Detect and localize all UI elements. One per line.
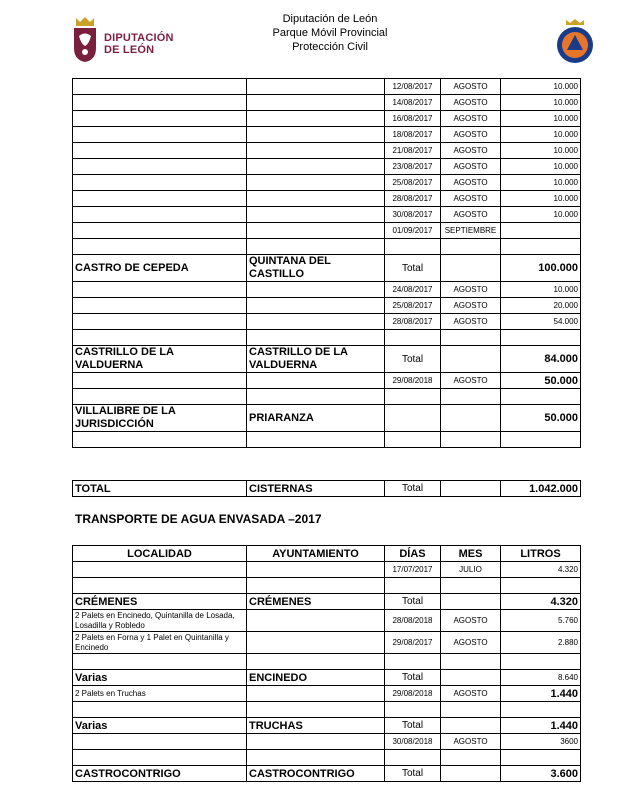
row-liters: 10.000 — [501, 127, 581, 143]
empty-cell — [441, 255, 501, 282]
empty-cell — [247, 298, 385, 314]
empty-cell — [247, 330, 385, 346]
row-date: 14/08/2017 — [385, 95, 441, 111]
row-liters: 50.000 — [501, 405, 581, 432]
row-total-label: Total — [385, 346, 441, 373]
row-liters: 2.880 — [501, 632, 581, 654]
row-date: 28/08/2018 — [385, 610, 441, 632]
row-total-label: Total — [385, 255, 441, 282]
empty-cell — [73, 127, 247, 143]
row-date: 23/08/2017 — [385, 159, 441, 175]
empty-cell — [73, 111, 247, 127]
subtotal-row — [73, 670, 581, 686]
empty-cell — [441, 432, 501, 448]
logo-text — [104, 32, 174, 56]
row-month: AGOSTO — [441, 314, 501, 330]
total-type: CISTERNAS — [247, 481, 385, 497]
row-liters: 50.000 — [501, 373, 581, 389]
spacer-row — [73, 578, 581, 594]
row-liters: 3.600 — [501, 766, 581, 782]
row-date: 18/08/2017 — [385, 127, 441, 143]
org-name-line1: DIPUTACIÓN — [104, 32, 174, 44]
coat-of-arms-icon — [70, 14, 100, 64]
empty-cell — [385, 239, 441, 255]
empty-cell — [73, 330, 247, 346]
empty-cell — [73, 298, 247, 314]
table-row — [73, 191, 581, 207]
empty-cell — [501, 389, 581, 405]
empty-cell — [501, 330, 581, 346]
row-liters: 8.640 — [501, 670, 581, 686]
row-month: AGOSTO — [441, 298, 501, 314]
empty-cell — [73, 159, 247, 175]
subtotal-row — [73, 718, 581, 734]
total-row — [73, 481, 581, 497]
empty-cell — [73, 79, 247, 95]
table-row — [73, 298, 581, 314]
row-month: AGOSTO — [441, 79, 501, 95]
proteccion-civil-emblem-icon — [552, 14, 598, 64]
page-header — [0, 0, 640, 70]
row-localidad: CRÉMENES — [73, 594, 247, 610]
empty-cell — [247, 207, 385, 223]
empty-cell — [441, 239, 501, 255]
empty-cell — [247, 432, 385, 448]
table-row — [73, 562, 581, 578]
subtotal-row — [73, 405, 581, 432]
empty-cell — [441, 389, 501, 405]
row-date: 29/08/2017 — [385, 632, 441, 654]
row-liters: 1.440 — [501, 718, 581, 734]
row-localidad: 2 Palets en Forna y 1 Palet en Quintanilla y Encinedo — [73, 632, 247, 654]
empty-cell — [73, 175, 247, 191]
row-ayuntamiento: CASTRILLO DE LA VALDUERNA — [247, 346, 385, 373]
table-row — [73, 159, 581, 175]
empty-cell — [247, 79, 385, 95]
header-dias: DÍAS — [385, 546, 441, 562]
empty-cell — [247, 239, 385, 255]
row-liters: 10.000 — [501, 191, 581, 207]
subtotal-row — [73, 346, 581, 373]
table-row — [73, 373, 581, 389]
table-header-row — [73, 546, 581, 562]
total-table — [72, 480, 581, 497]
subtotal-row — [73, 766, 581, 782]
row-total-label: Total — [385, 670, 441, 686]
row-total-label: Total — [385, 594, 441, 610]
spacer-row — [73, 239, 581, 255]
total-sub: Total — [385, 481, 441, 497]
row-month: JULIO — [441, 562, 501, 578]
row-month: AGOSTO — [441, 610, 501, 632]
empty-cell — [247, 127, 385, 143]
row-date: 28/08/2017 — [385, 314, 441, 330]
row-date: 28/08/2017 — [385, 191, 441, 207]
spacer-row — [73, 654, 581, 670]
header-litros: LITROS — [501, 546, 581, 562]
row-liters: 84.000 — [501, 346, 581, 373]
empty-cell — [441, 405, 501, 432]
row-liters — [501, 223, 581, 239]
table-row — [73, 734, 581, 750]
row-month: AGOSTO — [441, 632, 501, 654]
header-localidad: LOCALIDAD — [73, 546, 247, 562]
row-month: AGOSTO — [441, 734, 501, 750]
empty-cell — [501, 432, 581, 448]
table-row — [73, 610, 581, 632]
empty-cell — [385, 330, 441, 346]
table-row — [73, 79, 581, 95]
row-month: AGOSTO — [441, 373, 501, 389]
header-ayuntamiento: AYUNTAMIENTO — [247, 546, 385, 562]
row-date: 17/07/2017 — [385, 562, 441, 578]
row-month: AGOSTO — [441, 111, 501, 127]
title-line1: Diputación de León — [282, 13, 378, 25]
row-total-label: Total — [385, 766, 441, 782]
row-date: 29/08/2018 — [385, 686, 441, 702]
empty-cell — [73, 314, 247, 330]
row-total-label — [385, 405, 441, 432]
row-month: AGOSTO — [441, 95, 501, 111]
empty-cell — [501, 239, 581, 255]
empty-cell — [441, 330, 501, 346]
table-row — [73, 282, 581, 298]
subtotal-row — [73, 255, 581, 282]
row-month: AGOSTO — [441, 191, 501, 207]
spacer-row — [73, 389, 581, 405]
empty-cell — [73, 207, 247, 223]
row-liters: 54.000 — [501, 314, 581, 330]
row-localidad: CASTRO DE CEPEDA — [73, 255, 247, 282]
row-date: 21/08/2017 — [385, 143, 441, 159]
row-date: 30/08/2018 — [385, 734, 441, 750]
empty-cell — [73, 389, 247, 405]
empty-cell — [247, 223, 385, 239]
row-date: 16/08/2017 — [385, 111, 441, 127]
row-liters: 5.760 — [501, 610, 581, 632]
cisternas-rows — [73, 79, 581, 448]
title-line3: Protección Civil — [292, 41, 368, 53]
diputacion-logo — [70, 14, 190, 64]
row-localidad: VILLALIBRE DE LA JURISDICCIÓN — [73, 405, 247, 432]
row-localidad: CASTRILLO DE LA VALDUERNA — [73, 346, 247, 373]
empty-cell — [73, 191, 247, 207]
row-month: AGOSTO — [441, 159, 501, 175]
row-localidad: 2 Palets en Truchas — [73, 686, 247, 702]
row-date: 30/08/2017 — [385, 207, 441, 223]
empty-cell — [385, 389, 441, 405]
empty-cell — [247, 143, 385, 159]
header-mes: MES — [441, 546, 501, 562]
row-liters: 10.000 — [501, 143, 581, 159]
row-liters: 10.000 — [501, 282, 581, 298]
table-row — [73, 175, 581, 191]
row-date: 24/08/2017 — [385, 282, 441, 298]
row-liters: 10.000 — [501, 79, 581, 95]
row-date: 01/09/2017 — [385, 223, 441, 239]
table-row — [73, 632, 581, 654]
table-row — [73, 207, 581, 223]
section-title: TRANSPORTE DE AGUA ENVASADA –2017 — [75, 512, 322, 526]
empty-cell — [247, 159, 385, 175]
empty-cell — [73, 239, 247, 255]
empty-cell — [247, 282, 385, 298]
row-localidad: Varias — [73, 718, 247, 734]
row-liters: 100.000 — [501, 255, 581, 282]
empty-cell — [247, 389, 385, 405]
row-month: AGOSTO — [441, 127, 501, 143]
empty-cell — [73, 143, 247, 159]
empty-cell — [73, 373, 247, 389]
empty-cell — [247, 175, 385, 191]
row-liters: 20.000 — [501, 298, 581, 314]
row-ayuntamiento: PRIARANZA — [247, 405, 385, 432]
envasada-table — [72, 545, 581, 782]
row-month: SEPTIEMBRE — [441, 223, 501, 239]
empty-cell — [247, 191, 385, 207]
table-row — [73, 223, 581, 239]
empty-cell — [247, 373, 385, 389]
total-label: TOTAL — [73, 481, 247, 497]
total-liters: 1.042.000 — [501, 481, 581, 497]
table-row — [73, 314, 581, 330]
row-ayuntamiento: CASTROCONTRIGO — [247, 766, 385, 782]
table-row — [73, 686, 581, 702]
row-liters: 10.000 — [501, 207, 581, 223]
spacer-row — [73, 750, 581, 766]
row-month: AGOSTO — [441, 143, 501, 159]
empty-cell — [73, 432, 247, 448]
row-ayuntamiento: CRÉMENES — [247, 594, 385, 610]
row-liters: 4.320 — [501, 562, 581, 578]
title-line2: Parque Móvil Provincial — [272, 27, 388, 39]
row-localidad: 2 Palets en Encinedo, Quintanilla de Losada, Losadilla y Robledo — [73, 610, 247, 632]
table-row — [73, 111, 581, 127]
row-liters: 10.000 — [501, 95, 581, 111]
total-empty — [441, 481, 501, 497]
row-month: AGOSTO — [441, 282, 501, 298]
empty-cell — [73, 95, 247, 111]
spacer-row — [73, 702, 581, 718]
row-month: AGOSTO — [441, 207, 501, 223]
table-row — [73, 127, 581, 143]
empty-cell — [247, 95, 385, 111]
row-liters: 10.000 — [501, 159, 581, 175]
empty-cell — [73, 223, 247, 239]
empty-cell — [73, 282, 247, 298]
row-liters: 1.440 — [501, 686, 581, 702]
empty-cell — [247, 314, 385, 330]
spacer-row — [73, 330, 581, 346]
row-total-label: Total — [385, 718, 441, 734]
row-localidad: Varias — [73, 670, 247, 686]
row-month: AGOSTO — [441, 686, 501, 702]
org-name-line2: DE LEÓN — [104, 44, 155, 56]
row-liters: 4.320 — [501, 594, 581, 610]
document-title — [220, 12, 440, 54]
row-liters: 3600 — [501, 734, 581, 750]
row-ayuntamiento: ENCINEDO — [247, 670, 385, 686]
cisternas-table — [72, 78, 581, 448]
row-date: 12/08/2017 — [385, 79, 441, 95]
row-date: 29/08/2018 — [385, 373, 441, 389]
empty-cell — [385, 432, 441, 448]
row-liters: 10.000 — [501, 111, 581, 127]
row-ayuntamiento: TRUCHAS — [247, 718, 385, 734]
empty-cell — [441, 346, 501, 373]
row-ayuntamiento: QUINTANA DEL CASTILLO — [247, 255, 385, 282]
row-month: AGOSTO — [441, 175, 501, 191]
row-date: 25/08/2017 — [385, 175, 441, 191]
empty-cell — [247, 111, 385, 127]
table-row — [73, 143, 581, 159]
row-date: 25/08/2017 — [385, 298, 441, 314]
row-liters: 10.000 — [501, 175, 581, 191]
spacer-row — [73, 432, 581, 448]
row-localidad: CASTROCONTRIGO — [73, 766, 247, 782]
table-row — [73, 95, 581, 111]
subtotal-row — [73, 594, 581, 610]
